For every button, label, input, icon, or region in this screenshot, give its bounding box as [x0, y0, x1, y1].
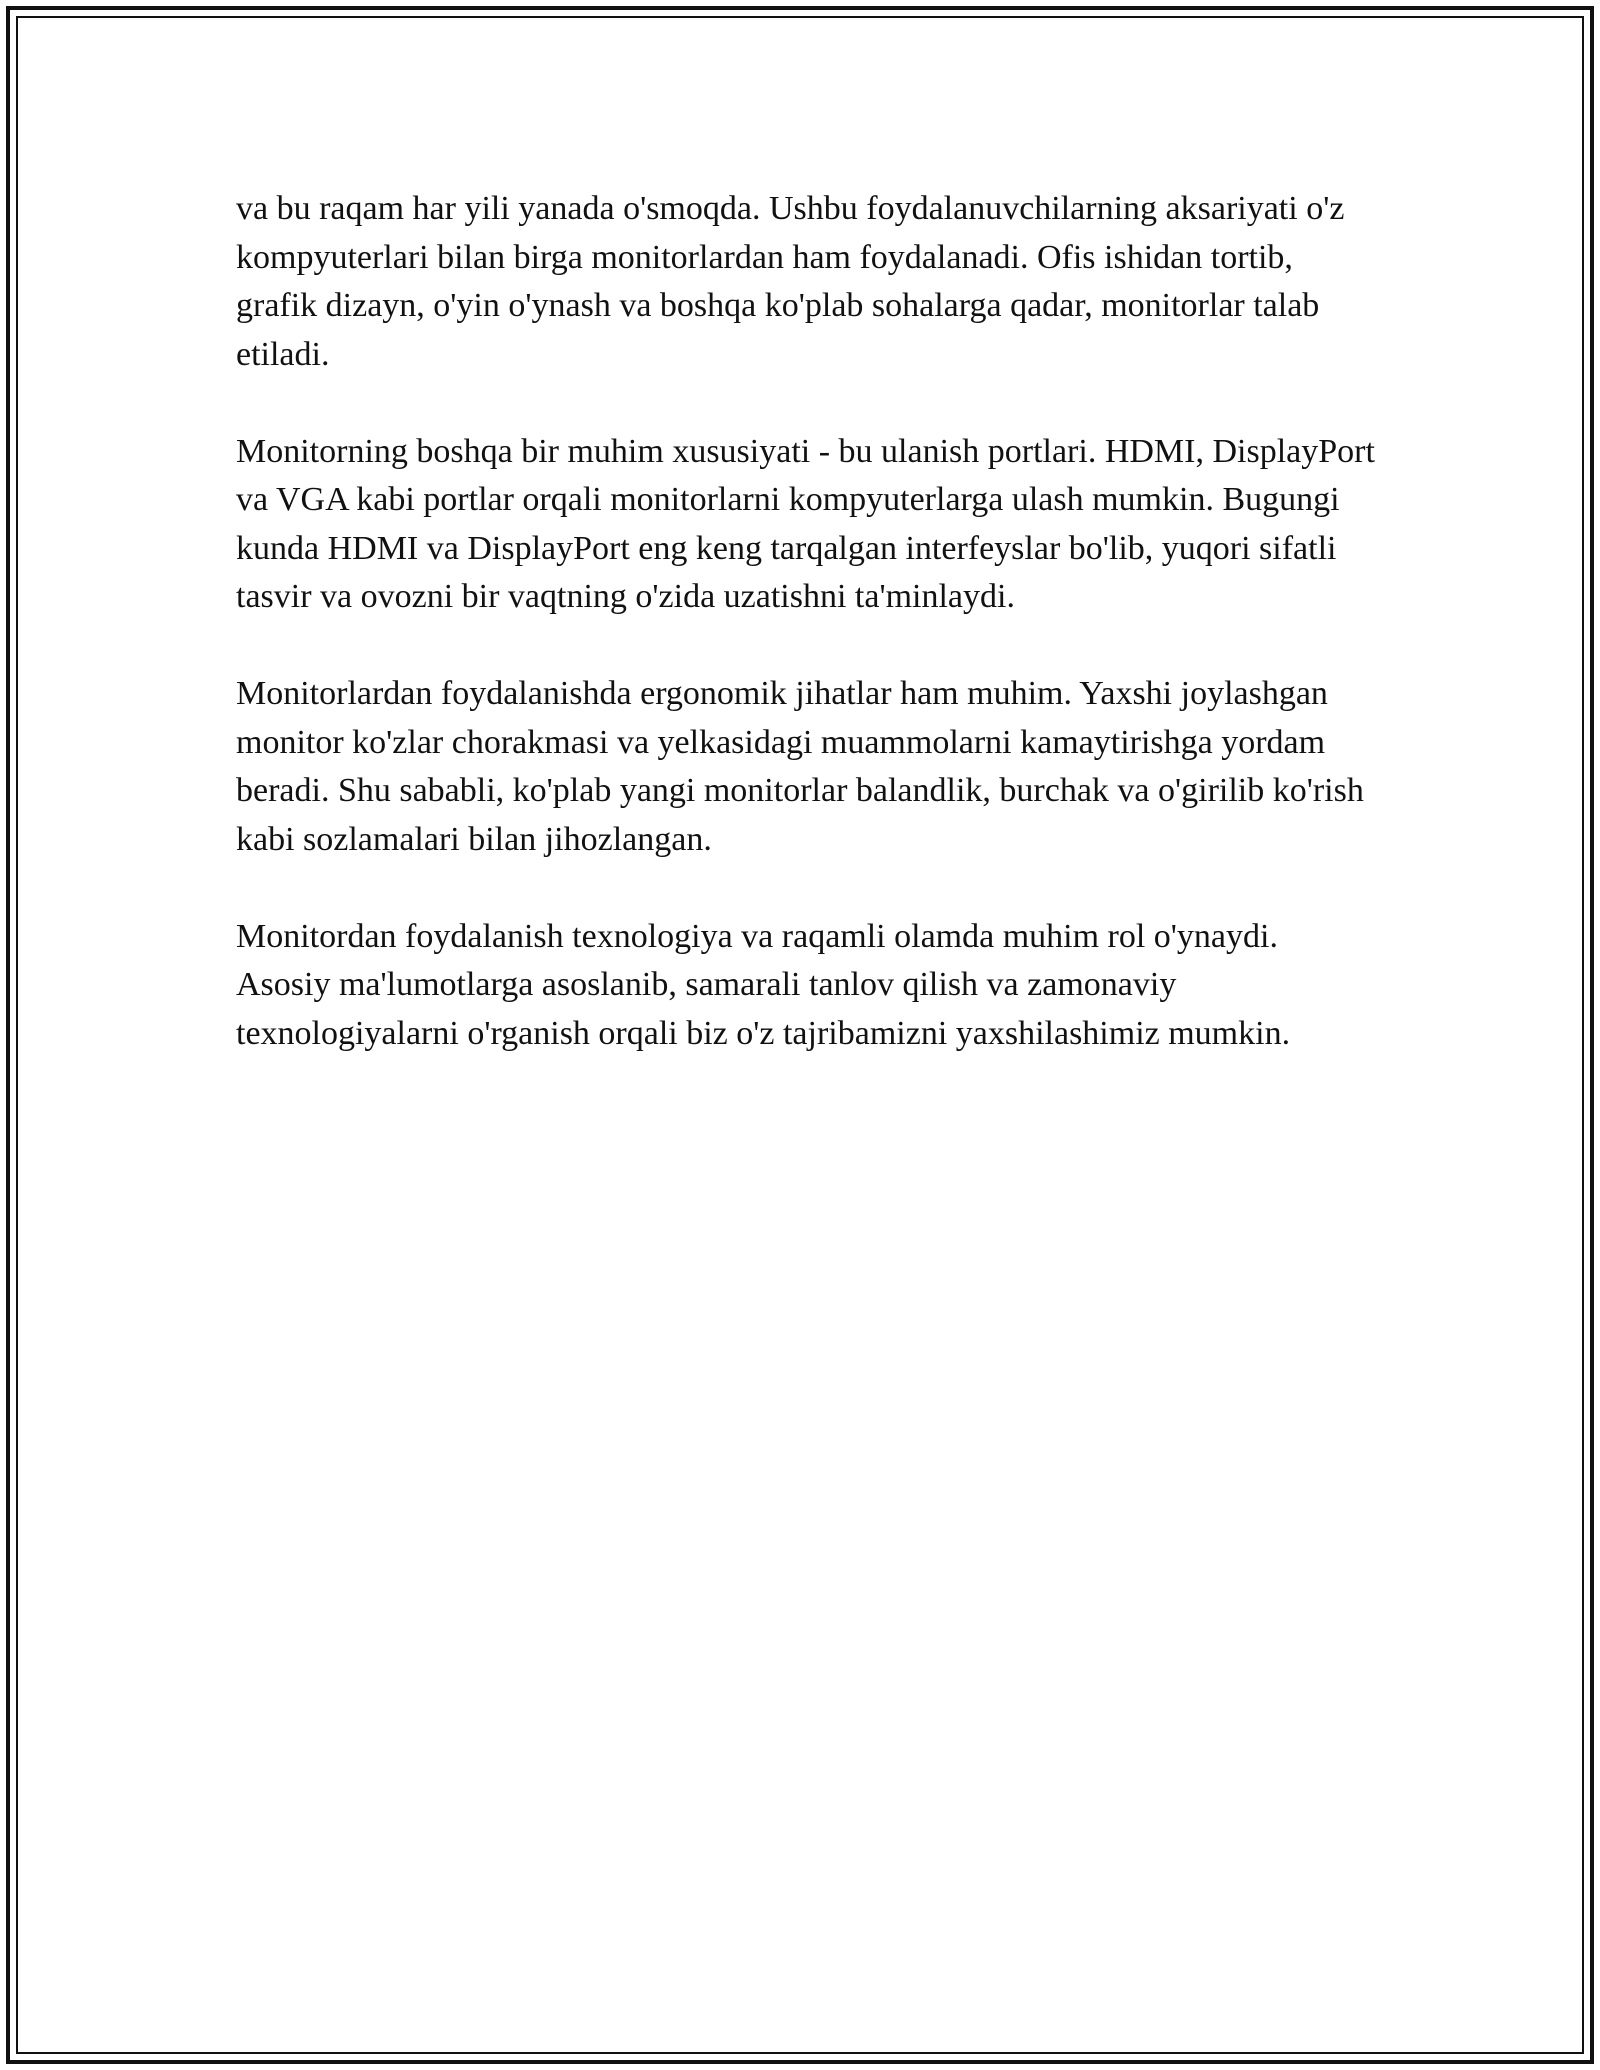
paragraph: va bu raqam har yili yanada o'smoqda. Ushbu foydalanuvchilarning aksariyati o'z kompyuterlari bilan birga monitorlardan ham foydalanadi. Ofis ishidan tortib, grafik dizayn, o'yin o'ynash va boshqa ko'plab sohalarga qadar, monitorlar talab etiladi. [236, 190, 1345, 373]
paragraph: Monitorlardan foydalanishda ergonomik jihatlar ham muhim. Yaxshi joylashgan monitor ko'zlar chorakmasi va yelkasidagi muammolarni kamaytirishga yordam beradi. Shu sababli, ko'plab yangi monitorlar balandlik, burchak va o'girilib ko'rish kabi sozlamalari bilan jihozlangan. [236, 675, 1364, 858]
document-body [236, 185, 1376, 1107]
paragraph: Monitordan foydalanish texnologiya va raqamli olamda muhim rol o'ynaydi. Asosiy ma'lumotlarga asoslanib, samarali tanlov qilish va zamonaviy texnologiyalarni o'rganish orqali biz o'z tajribamizni yaxshilashimiz mumkin. [236, 917, 1291, 1052]
paragraph: Monitorning boshqa bir muhim xususiyati - bu ulanish portlari. HDMI, DisplayPort va VGA kabi portlar orqali monitorlarni kompyuterlarga ulash mumkin. Bugungi kunda HDMI va DisplayPort eng keng tarqalgan interfeyslar bo'lib, yuqori sifatli tasvir va ovozni bir vaqtning o'zida uzatishni ta'minlaydi. [236, 432, 1375, 615]
